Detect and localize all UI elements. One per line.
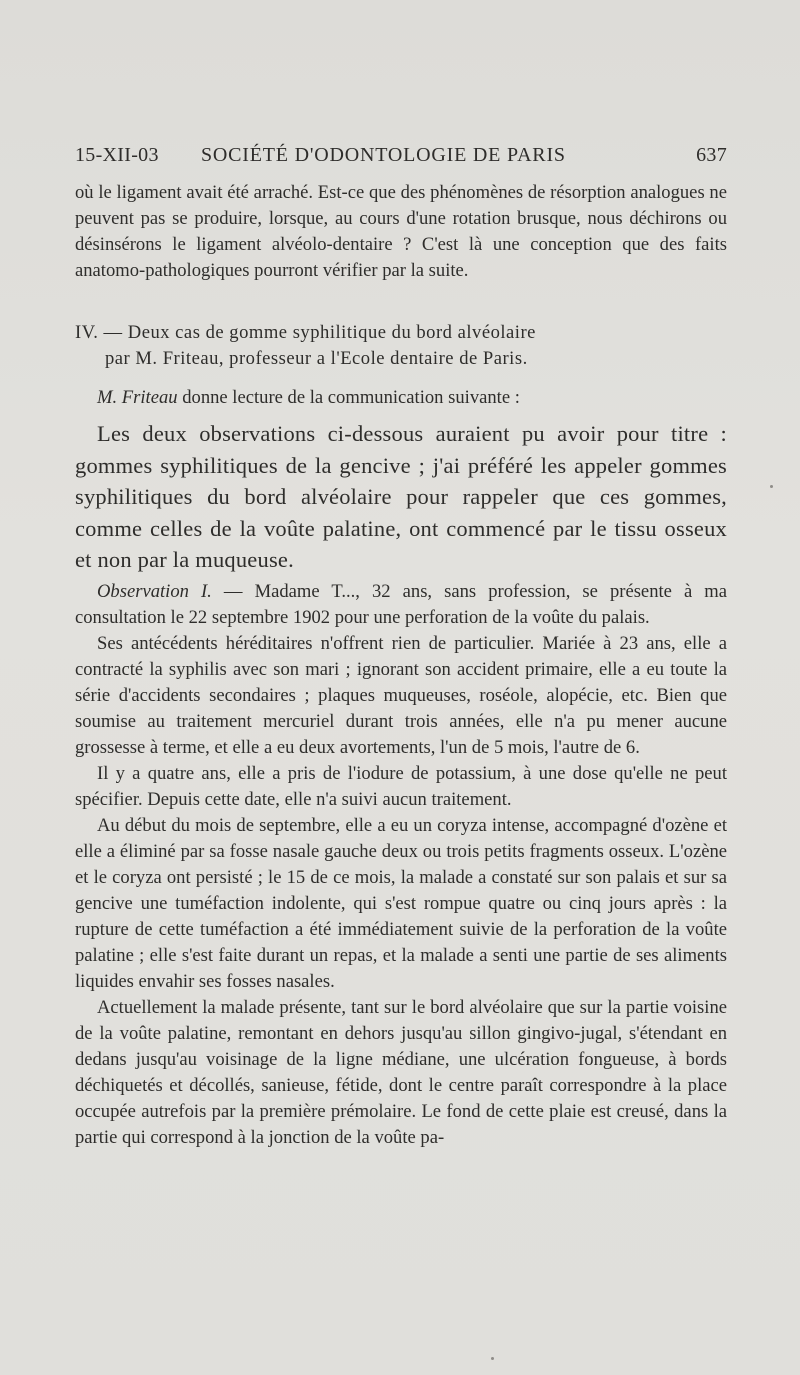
intro-paragraph-block	[75, 180, 727, 284]
reading-intro-block	[75, 385, 727, 411]
observation-label: Observation I.	[97, 581, 212, 602]
reading-intro	[75, 385, 727, 411]
section-heading-line1: IV. — Deux cas de gomme syphilitique du bord alvéolaire	[75, 322, 536, 343]
author-name: M. Friteau	[97, 387, 178, 408]
paragraph-ulceration: Actuellement la malade présente, tant sur le bord alvéolaire que sur la partie voisine de la voûte palatine, remontant en dehors jusqu'au sillon gingivo-jugal, s'étendant en dedans jusqu'au voisinage de la ligne médiane, une ulcération fongueuse, à bords déchiquetés et décollés, sanieuse, fétide, dont le centre paraît correspondre à la place occupée autrefois par la première prémolaire. Le fond de cette plaie est creusé, dans la partie qui correspond à la jonction de la voûte pa-	[75, 997, 727, 1148]
paper-speck	[770, 485, 773, 488]
observation-block	[75, 579, 727, 1151]
observation-text: — Madame T..., 32 ans, sans profession, se présente à ma consultation le 22 septembre 1902 pour une perforation de la voûte du palais.	[75, 581, 728, 628]
large-paragraph: Les deux observations ci-dessous auraient pu avoir pour titre : gommes syphilitiques de la gencive ; j'ai préféré les appeler gommes syphilitiques du bord alvéolaire pour rappeler que ces gommes, comme celles de la voûte palatine, ont commencé par le tissu osseux et non par la muqueuse.	[75, 421, 727, 572]
paragraph-antecedents: Ses antécédents héréditaires n'offrent rien de particulier. Mariée à 23 ans, elle a contracté la syphilis avec son mari ; ignorant son accident primaire, elle a eu toute la série d'accidents secondaires ; plaques muqueuses, roséole, alopécie, etc. Bien que soumise au traitement mercuriel durant trois années, elle n'a pu mener aucune grossesse à terme, et elle a eu deux avortements, l'un de 5 mois, l'autre de 6.	[75, 633, 727, 758]
section-heading	[75, 320, 727, 372]
running-header	[75, 144, 727, 174]
section-heading-line2: par M. Friteau, professeur a l'Ecole dentaire de Paris.	[105, 348, 528, 369]
paragraph-iodide: Il y a quatre ans, elle a pris de l'iodure de potassium, à une dose qu'elle ne peut spécifier. Depuis cette date, elle n'a suivi aucun traitement.	[75, 763, 727, 810]
header-journal-title: SOCIÉTÉ D'ODONTOLOGIE DE PARIS	[201, 144, 566, 166]
intro-paragraph: où le ligament avait été arraché. Est-ce que des phénomènes de résorption analogues ne peuvent pas se produire, lorsque, au cours d'une rotation brusque, nous déchirons ou désinsérons le ligament alvéolo-dentaire ? C'est là une conception que des faits anatomo-pathologiques pourront vérifier par la suite.	[75, 182, 727, 281]
paragraph-coryza: Au début du mois de septembre, elle a eu un coryza intense, accompagné d'ozène et elle a éliminé par sa fosse nasale gauche deux ou trois petits fragments osseux. L'ozène et le coryza ont persisté ; le 15 de ce mois, la malade a constaté sur son palais et sur sa gencive une tuméfaction indolente, qui s'est rompue quatre ou cinq jours après : la rupture de cette tuméfaction a été immédiatement suivie de la perforation de la voûte palatine ; elle s'est faite durant un repas, et la malade a senti une partie de ses aliments liquides envahir ses fosses nasales.	[75, 815, 727, 992]
large-paragraph-block	[75, 418, 727, 576]
paper-speck	[491, 1357, 494, 1360]
header-date: 15-XII-03	[75, 144, 159, 166]
page-number: 637	[696, 144, 727, 166]
observation-paragraph	[75, 579, 727, 631]
reading-intro-text: donne lecture de la communication suivante :	[182, 387, 520, 408]
